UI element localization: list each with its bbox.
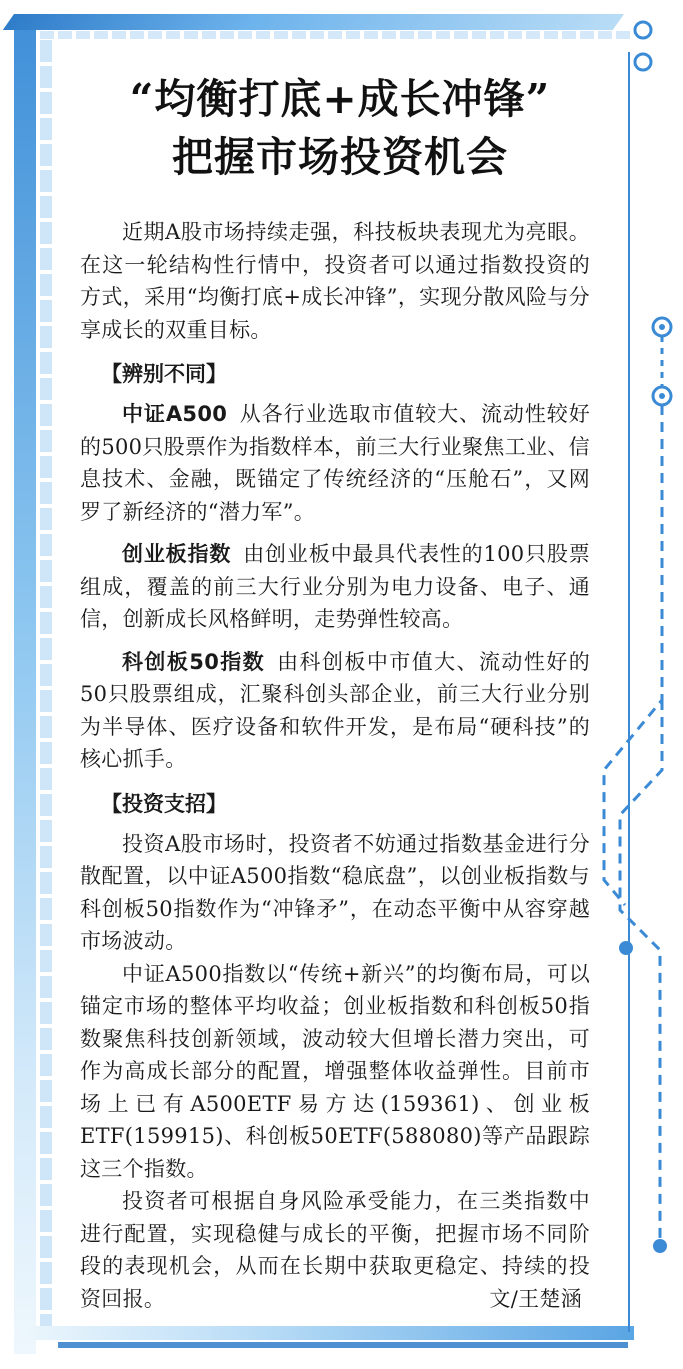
index-item	[80, 538, 590, 636]
tips-paragraph: 投资A股市场时，投资者不妨通过指数基金进行分散配置，以中证A500指数“稳底盘”，以创业板指数与科创板50指数作为“冲锋矛”，在动态平衡中从容穿越市场波动。	[80, 831, 590, 953]
tips-paragraph-text: 投资者可根据自身风险承受能力，在三类指数中进行配置，实现稳健与成长的平衡，把握市场不同阶段的表现机会，从而在长期中获取更稳定、持续的投资回报。	[80, 1189, 590, 1311]
article-title	[60, 70, 620, 186]
intro-paragraph: 近期A股市场持续走强，科技板块表现尤为亮眼。在这一轮结构性行情中，投资者可以通过指数投资的方式，采用“均衡打底+成长冲锋”，实现分散风险与分享成长的双重目标。	[80, 220, 590, 342]
circuit-dot-icon	[659, 393, 665, 399]
title-line-1: “均衡打底+成长冲锋”	[129, 75, 551, 123]
index-term: 科创板50指数	[122, 649, 266, 674]
tips-paragraph: 中证A500指数以“传统+新兴”的均衡布局，可以锚定市场的整体平均收益；创业板指数和科创板50指数聚焦科技创新领域，波动较大但增长潜力突出，可作为高成长部分的配置，增强整体收益弹性。目前市场上已有A500ETF易方达(159361)、创业板ETF(159915)、科创板50ETF(588080)等产品跟踪这三个指数。	[80, 961, 590, 1181]
index-description: 从各行业选取市值较大、流动性较好的500只股票作为指数样本，前三大行业聚焦工业、信息技术、金融，既锚定了传统经济的“压舱石”，又网罗了新经济的“潜力军”。	[80, 402, 590, 524]
index-item	[80, 646, 590, 776]
title-line-2: 把握市场投资机会	[172, 133, 508, 181]
index-description: 由科创板中市值大、流动性好的50只股票组成，汇聚科创头部企业，前三大行业分别为半导体、医疗设备和软件开发，是布局“硬科技”的核心抓手。	[80, 649, 590, 771]
tips-paragraph	[80, 1185, 590, 1315]
section-heading-tips: 【投资支招】	[101, 791, 227, 816]
index-item	[80, 398, 590, 528]
index-term: 中证A500	[122, 402, 228, 426]
circuit-dot-icon	[619, 941, 633, 955]
author-byline: 文/王楚涵	[489, 1286, 582, 1311]
article-body	[80, 216, 590, 1315]
circuit-node-icon	[635, 54, 651, 70]
section-heading-distinguish: 【辨别不同】	[101, 362, 227, 386]
index-description: 由创业板中最具代表性的100只股票组成，覆盖的前三大行业分别为电力设备、电子、通信，创新成长风格鲜明，走势弹性较高。	[80, 542, 590, 631]
circuit-dot-icon	[659, 324, 665, 330]
index-term: 创业板指数	[122, 542, 232, 566]
circuit-dot-icon	[653, 1239, 667, 1253]
circuit-node-icon	[635, 22, 651, 38]
